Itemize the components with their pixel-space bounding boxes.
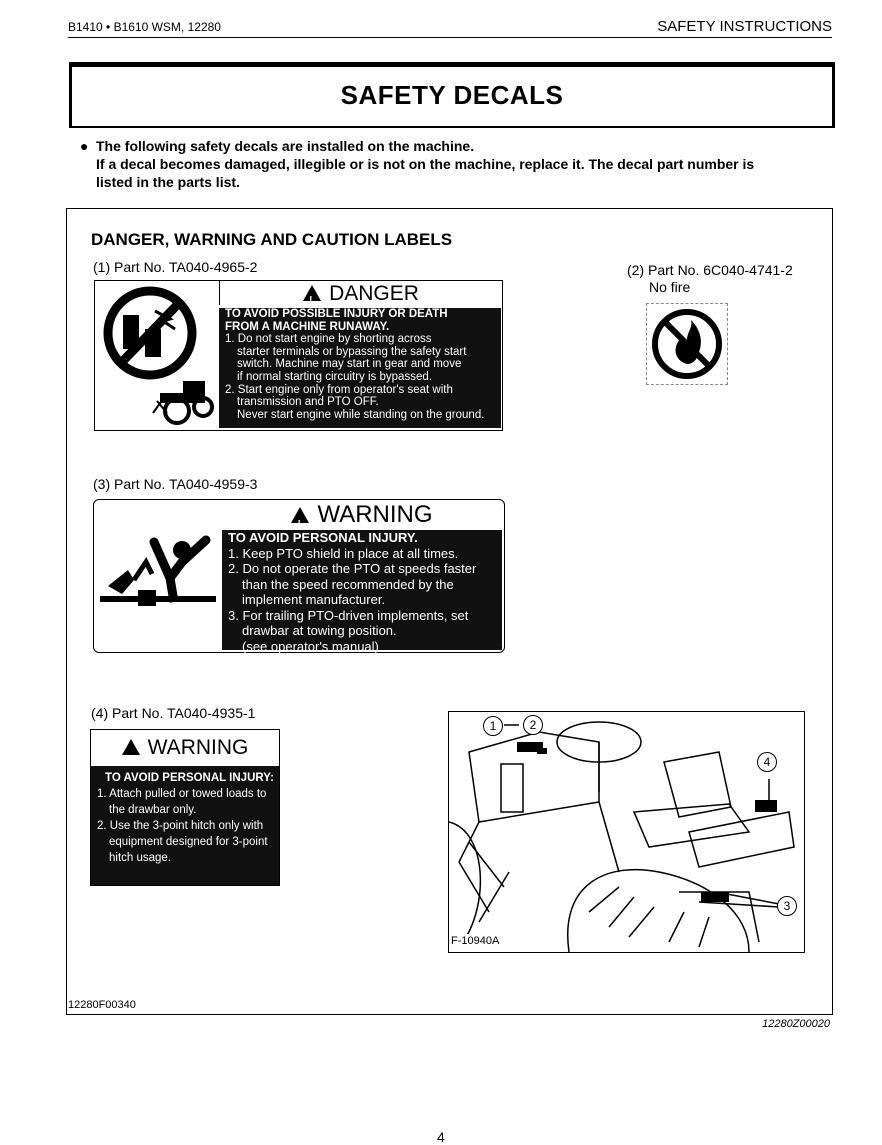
decal3-line: (see operator's manual) [242,638,379,654]
callout-1: 1 [483,716,503,736]
bullet-icon: ● [80,138,89,154]
figure-code: F-10940A [451,935,500,947]
reference-code: 12280Z00020 [762,1018,830,1030]
header-manual-id: B1410 • B1610 WSM, 12280 [68,20,221,34]
decal4-line: 1. Attach pulled or towed loads to [97,788,267,800]
decal3-pictogram [94,500,222,652]
decal1-heading: DANGER [329,282,419,305]
header-rule [68,37,832,38]
page-title-box [69,62,835,128]
intro-paragraph [80,137,832,191]
tractor-decal-locations-figure [448,711,805,953]
decal1-line: if normal starting circuitry is bypassed. [237,370,432,383]
intro-line-2: If a decal becomes damaged, illegible or is not on the machine, replace it. The decal part number is [96,156,755,172]
decal4-heading: WARNING [147,736,249,759]
decal3-heading-bar [222,500,502,530]
decal3-line: 2. Do not operate the PTO at speeds faster [228,561,477,576]
decal3-warning-label [93,499,505,653]
decal3-line: drawbar at towing position. [242,623,397,638]
decal3-line: than the speed recommended by the [242,576,454,592]
pto-entanglement-icon [94,500,222,652]
frame-code: 12280F00340 [68,999,136,1011]
decal1-part-number: (1) Part No. TA040-4965-2 [93,259,258,275]
no-fire-icon [647,304,727,384]
decal1-line: 1. Do not start engine by shorting across [225,333,432,346]
warning-triangle-icon [303,285,321,301]
decal2-caption: No fire [649,279,691,295]
page-number: 4 [437,1129,445,1145]
warning-triangle-icon [122,739,140,755]
header-section-title: SAFETY INSTRUCTIONS [657,18,832,35]
decal4-line: hitch usage. [109,852,172,864]
decal4-line: equipment designed for 3-point [109,836,268,848]
intro-line-3: listed in the parts list. [96,174,240,190]
callout-leader-3 [727,894,779,904]
decal1-line: 2. Start engine only from operator's seat with [225,383,453,396]
decal1-line: transmission and PTO OFF. [237,396,379,409]
no-shorting-starter-icon [95,281,219,430]
decal4-line: the drawbar only. [109,804,197,816]
decal3-line: 1. Keep PTO shield in place at all times. [228,545,459,561]
tractor-illustration [449,712,804,952]
decal1-line: switch. Machine may start in gear and move [237,358,462,371]
decal1-text-panel [219,308,501,428]
decal1-danger-label [94,280,503,431]
decal3-heading: WARNING [317,501,433,528]
decal3-part-number: (3) Part No. TA040-4959-3 [93,476,258,492]
decal3-line: implement manufacturer. [242,592,386,607]
decal1-line: FROM A MACHINE RUNAWAY. [225,320,390,333]
callout-4: 4 [757,752,777,772]
warning-triangle-icon [291,507,309,523]
decal4-line: 2. Use the 3-point hitch only with [97,820,264,832]
decal1-line: TO AVOID POSSIBLE INJURY OR DEATH [225,308,448,320]
decal4-line: TO AVOID PERSONAL INJURY: [105,772,274,784]
decal2-no-fire-label [646,303,728,385]
callout-2: 2 [523,715,543,735]
decal4-text-panel [91,766,279,885]
page-title: SAFETY DECALS [340,80,564,110]
decal4-warning-label [90,729,280,886]
decal4-heading-bar [91,730,279,766]
decal1-line: Never start engine while standing on the ground. [237,408,485,421]
intro-line-1: The following safety decals are installed on the machine. [96,138,475,154]
decal3-text-panel [222,530,502,654]
callout-3: 3 [777,896,797,916]
decal3-line: TO AVOID PERSONAL INJURY. [228,530,418,545]
decal3-line: 3. For trailing PTO-driven implements, set [228,607,469,623]
decal1-heading-bar [219,281,502,305]
decal1-line: starter terminals or bypassing the safety start [237,345,467,358]
decal1-pictogram [95,281,219,430]
decal4-part-number: (4) Part No. TA040-4935-1 [91,705,256,721]
decal2-part-number: (2) Part No. 6C040-4741-2 [627,262,793,278]
section-title: DANGER, WARNING AND CAUTION LABELS [91,230,453,249]
